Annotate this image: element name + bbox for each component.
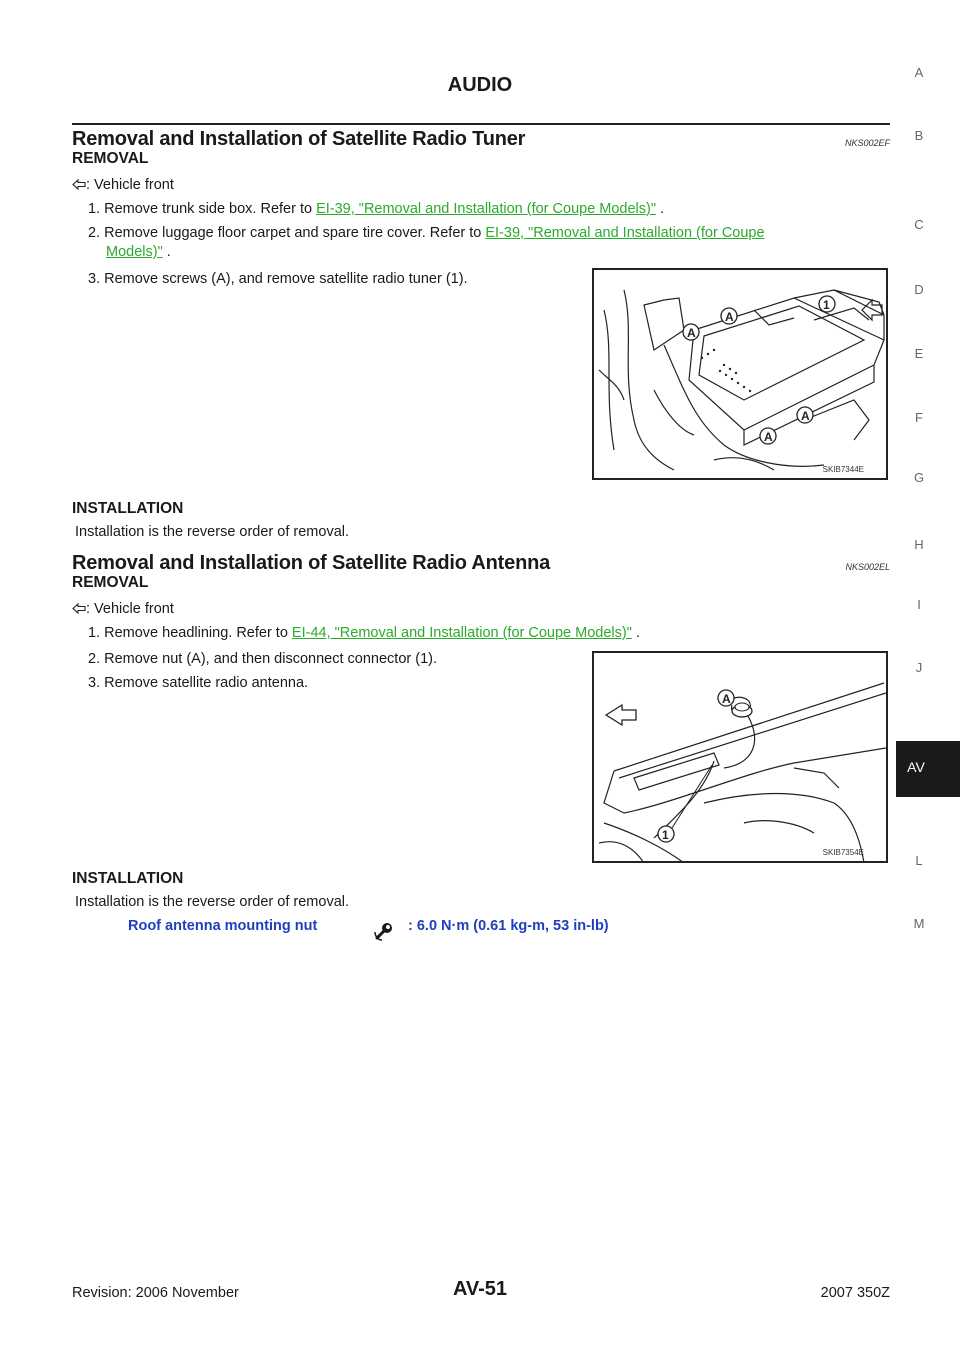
callout-markers-antenna <box>658 690 734 842</box>
link-ei-39-floor-cont[interactable]: Models)" <box>106 244 163 260</box>
side-index-f[interactable]: F <box>915 410 923 425</box>
svg-text:1: 1 <box>823 298 830 312</box>
page-title: AUDIO <box>447 74 513 96</box>
figure-id-antenna: SKIB7354E <box>822 848 864 857</box>
footer-page-number: AV-51 <box>452 1278 508 1300</box>
svg-text:A: A <box>764 430 773 444</box>
figure-id-tuner: SKIB7344E <box>822 465 864 474</box>
side-index-m[interactable]: M <box>913 916 925 931</box>
section-title-tuner: Removal and Installation of Satellite Radio Tuner <box>72 128 526 150</box>
installation-text-antenna: Installation is the reverse order of removal. <box>75 894 350 910</box>
antenna-step-1: 1. Remove headlining. Refer to EI-44, "Removal and Installation (for Coupe Models)" . <box>88 625 640 641</box>
side-index-j[interactable]: J <box>915 660 923 675</box>
section-code-tuner: NKS002EF <box>844 138 890 148</box>
arrow-outline-icon <box>72 179 86 190</box>
tuner-illustration <box>594 270 888 480</box>
installation-heading-tuner: INSTALLATION <box>72 500 184 517</box>
installation-text-tuner: Installation is the reverse order of removal. <box>75 524 350 540</box>
tuner-step-2-cont: Models)" . <box>106 244 171 260</box>
side-index-l[interactable]: L <box>915 853 923 868</box>
footer-revision: Revision: 2006 November <box>72 1285 239 1301</box>
side-index-d[interactable]: D <box>914 282 924 297</box>
tuner-step-1: 1. Remove trunk side box. Refer to EI-39, "Removal and Installation (for Coupe Models)" . <box>88 201 665 217</box>
section-title-antenna: Removal and Installation of Satellite Radio Antenna <box>72 552 551 574</box>
side-tab-label: AV <box>907 759 925 775</box>
link-ei-44-headlining[interactable]: EI-44, "Removal and Installation (for Coupe Models)" <box>291 625 632 641</box>
callout-a-markers <box>683 296 882 444</box>
side-index-b[interactable]: B <box>914 128 924 143</box>
section-code-antenna: NKS002EL <box>845 562 890 572</box>
link-ei-39-floor[interactable]: EI-39, "Removal and Installation (for Coupe <box>485 225 765 241</box>
torque-spec-value: : 6.0 N·m (0.61 kg-m, 53 in-lb) <box>408 918 609 934</box>
torque-wrench-icon <box>373 920 395 947</box>
antenna-step-2: 2. Remove nut (A), and then disconnect connector (1). <box>88 651 437 667</box>
svg-text:A: A <box>725 310 734 324</box>
header-rule <box>72 123 890 125</box>
side-index-g[interactable]: G <box>913 470 925 485</box>
vehicle-front-text: : Vehicle front <box>86 601 174 617</box>
vehicle-front-note-tuner <box>72 176 174 195</box>
antenna-figure <box>592 651 888 863</box>
side-tab-av[interactable] <box>896 741 960 797</box>
side-index-h[interactable]: H <box>914 537 924 552</box>
side-index-i[interactable]: I <box>917 597 921 612</box>
svg-text:A: A <box>687 326 696 340</box>
tuner-step-3: 3. Remove screws (A), and remove satellite radio tuner (1). <box>88 271 468 287</box>
arrow-outline-icon <box>72 603 86 614</box>
antenna-illustration <box>594 653 888 863</box>
removal-heading-tuner: REMOVAL <box>72 150 149 167</box>
side-index-c[interactable]: C <box>914 217 924 232</box>
antenna-step-3: 3. Remove satellite radio antenna. <box>88 675 309 691</box>
removal-heading-antenna: REMOVAL <box>72 574 149 591</box>
installation-heading-antenna: INSTALLATION <box>72 870 184 887</box>
side-index-a[interactable]: A <box>914 65 924 80</box>
svg-text:A: A <box>722 692 731 706</box>
torque-spec-label: Roof antenna mounting nut <box>128 918 318 934</box>
tuner-figure <box>592 268 888 480</box>
tuner-step-2: 2. Remove luggage floor carpet and spare tire cover. Refer to EI-39, "Removal and Installation (for Coupe <box>88 225 765 241</box>
side-index-e[interactable]: E <box>914 346 924 361</box>
svg-text:A: A <box>801 409 810 423</box>
vehicle-front-note-antenna <box>72 600 174 619</box>
link-ei-39-trunk[interactable]: EI-39, "Removal and Installation (for Coupe Models)" <box>316 201 657 217</box>
vehicle-front-text: : Vehicle front <box>86 177 174 193</box>
svg-text:1: 1 <box>662 828 669 842</box>
footer-model: 2007 350Z <box>820 1285 890 1301</box>
